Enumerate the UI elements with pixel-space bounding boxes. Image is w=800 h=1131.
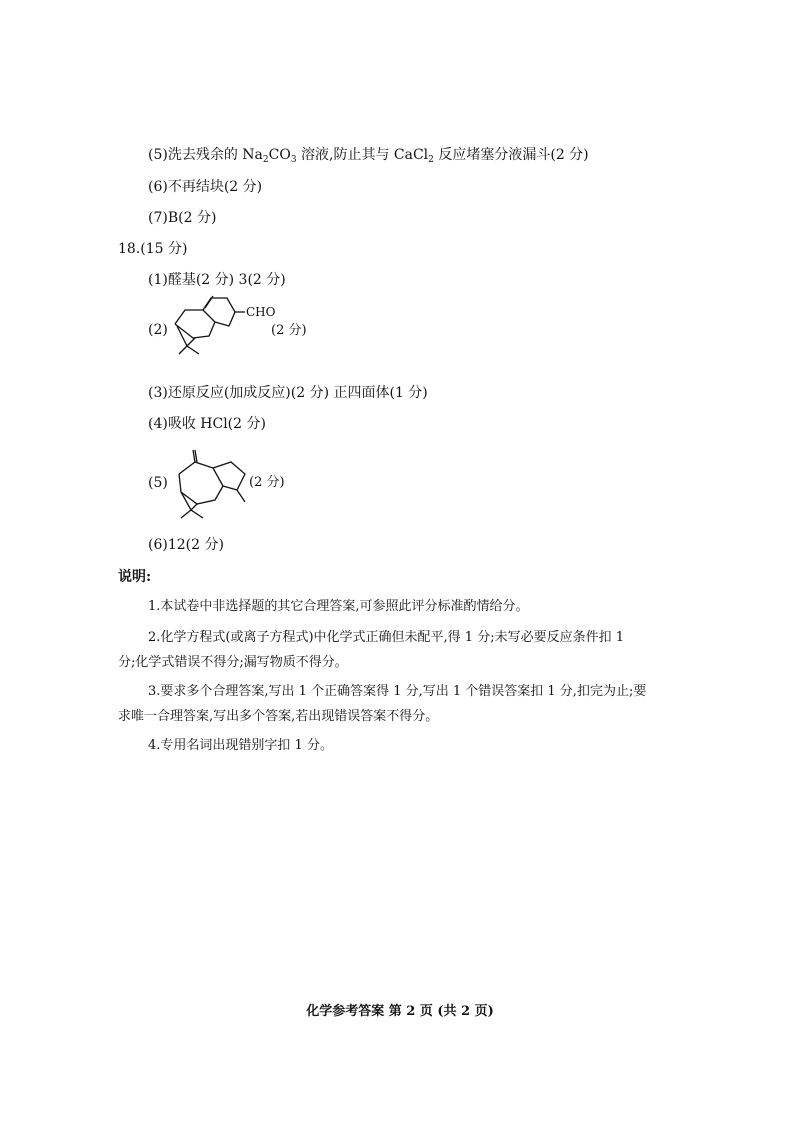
structure-18-5 — [165, 448, 315, 528]
answer-18-3: (3)还原反应(加成反应)(2 分) 正四面体(1 分) — [148, 385, 428, 401]
note-4: 4.专用名词出现错别字扣 1 分。 — [148, 738, 333, 753]
notes-heading: 说明: — [118, 569, 152, 585]
note-1: 1.本试卷中非选择题的其它合理答案,可参照此评分标准酌情给分。 — [148, 599, 529, 614]
note-2-line-1: 2.化学方程式(或离子方程式)中化学式正确但未配平,得 1 分;未写必要反应条件扣 1 — [148, 630, 624, 645]
answer-17-5: (5)洗去残余的 $Na_2CO_3$ 溶液,防止其与 CaCl$_2$ 反应堵塞分液漏斗(2 分) — [148, 147, 589, 165]
page-footer: 化学参考答案 第 2 页 (共 2 页) — [306, 1004, 494, 1019]
answer-17-7: (7)B(2 分) — [148, 210, 217, 226]
answer-18-4: (4)吸收 HCl(2 分) — [148, 416, 266, 432]
question-18-header: 18.(15 分) — [118, 241, 188, 257]
answer-17-6: (6)不再结块(2 分) — [148, 179, 263, 195]
note-3-line-2: 求唯一合理答案,写出多个答案,若出现错误答案不得分。 — [118, 709, 439, 724]
note-3-line-1: 3.要求多个合理答案,写出 1 个正确答案得 1 分,写出 1 个错误答案扣 1 分,扣完为止;要 — [148, 684, 647, 699]
answer-18-6: (6)12(2 分) — [148, 537, 224, 553]
structure-18-2 — [165, 294, 315, 364]
answer-18-2-label: (2) — [148, 322, 168, 338]
note-2-line-2: 分;化学式错误不得分;漏写物质不得分。 — [118, 655, 348, 670]
cho-group-label: CHO — [246, 305, 276, 319]
answer-18-5-label: (5) — [148, 475, 168, 491]
answer-18-1: (1)醛基(2 分) 3(2 分) — [148, 272, 286, 288]
structure-18-2-score: (2 分) — [271, 323, 307, 338]
structure-18-5-score: (2 分) — [249, 475, 285, 490]
